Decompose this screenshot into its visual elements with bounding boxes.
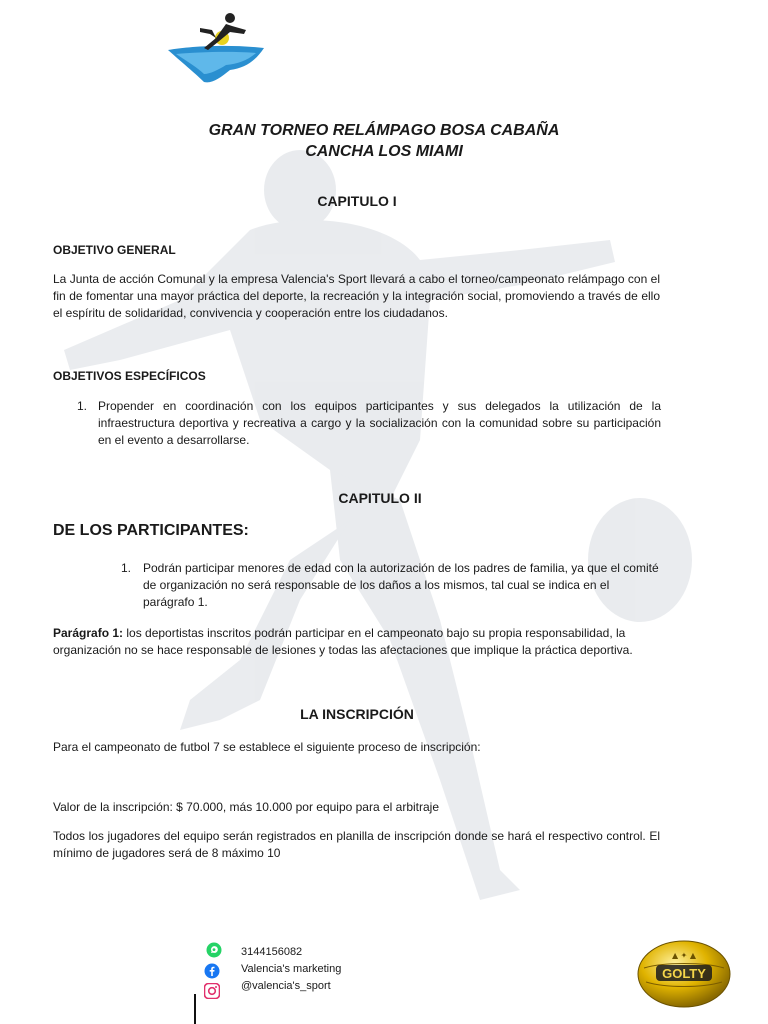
list-item xyxy=(77,398,661,452)
jugadores-text: Todos los jugadores del equipo serán registrados en planilla de inscripción donde se hará el respectivo control. El mínimo de jugadores será de 8 máximo 10 xyxy=(53,829,660,860)
list-item-text: Podrán participar menores de edad con la autorización de los padres de familia, ya que el comité de organización no será responsable de los daños a los mismos, tal cual se indica en el parágrafo 1. xyxy=(143,561,659,609)
objetivo-general-heading: OBJETIVO GENERAL xyxy=(53,243,176,257)
list-item-text: Propender en coordinación con los equipos participantes y sus delegados la utilización de la infraestructura deportiva y recreativa a cargo y la socialización con la comunidad sobre su participación en el evento a desarrollarse. xyxy=(98,399,661,447)
objetivos-especificos-heading: OBJETIVOS ESPECÍFICOS xyxy=(53,369,206,383)
svg-text:▲ ✦ ▲: ▲ ✦ ▲ xyxy=(671,951,697,960)
list-item-number: 1. xyxy=(77,399,88,413)
golty-text: GOLTY xyxy=(662,966,706,981)
footer-facebook: Valencia's marketing xyxy=(241,963,342,975)
facebook-icon xyxy=(204,963,220,979)
objetivo-general-text: La Junta de acción Comunal y la empresa Valencia's Sport llevará a cabo el torneo/campeonato relámpago con el fin de fomentar una mayor práctica del deporte, la recreación y la integración social, promoviendo a través de ello el espíritu de solidaridad, convivencia y cooperación entre los ciudadanos. xyxy=(53,272,660,320)
list-item xyxy=(121,560,661,614)
paragrafo-text: los deportistas inscritos podrán participar en el campeonato bajo su propia responsabilidad, la organización no se hace responsable de lesiones y todas las afectaciones que implique la práctica deportiva. xyxy=(53,626,633,657)
document-title-line1: GRAN TORNEO RELÁMPAGO BOSA CABAÑA xyxy=(208,122,560,139)
paragrafo-1 xyxy=(53,625,660,659)
participantes-heading: DE LOS PARTICIPANTES: xyxy=(53,522,249,539)
soccer-player-logo xyxy=(160,8,272,86)
list-item-number: 1. xyxy=(121,561,132,575)
paragrafo-label: Parágrafo 1: xyxy=(53,626,124,640)
document-title-line2: CANCHA LOS MIAMI xyxy=(305,143,463,160)
divider-line xyxy=(194,994,196,1024)
inscripcion-intro: Para el campeonato de futbol 7 se establece el siguiente proceso de inscripción: xyxy=(53,740,481,754)
footer-instagram: @valencia's_sport xyxy=(241,980,331,992)
whatsapp-icon xyxy=(206,942,222,958)
footer-phone: 3144156082 xyxy=(241,946,303,958)
golty-ball-logo xyxy=(634,938,734,1008)
inscripcion-heading: LA INSCRIPCIÓN xyxy=(300,706,414,722)
instagram-icon xyxy=(204,983,220,999)
valor-inscripcion: Valor de la inscripción: $ 70.000, más 10.000 por equipo para el arbitraje xyxy=(53,800,440,814)
chapter2-heading: CAPITULO II xyxy=(338,490,422,506)
chapter1-heading: CAPITULO I xyxy=(317,193,397,209)
